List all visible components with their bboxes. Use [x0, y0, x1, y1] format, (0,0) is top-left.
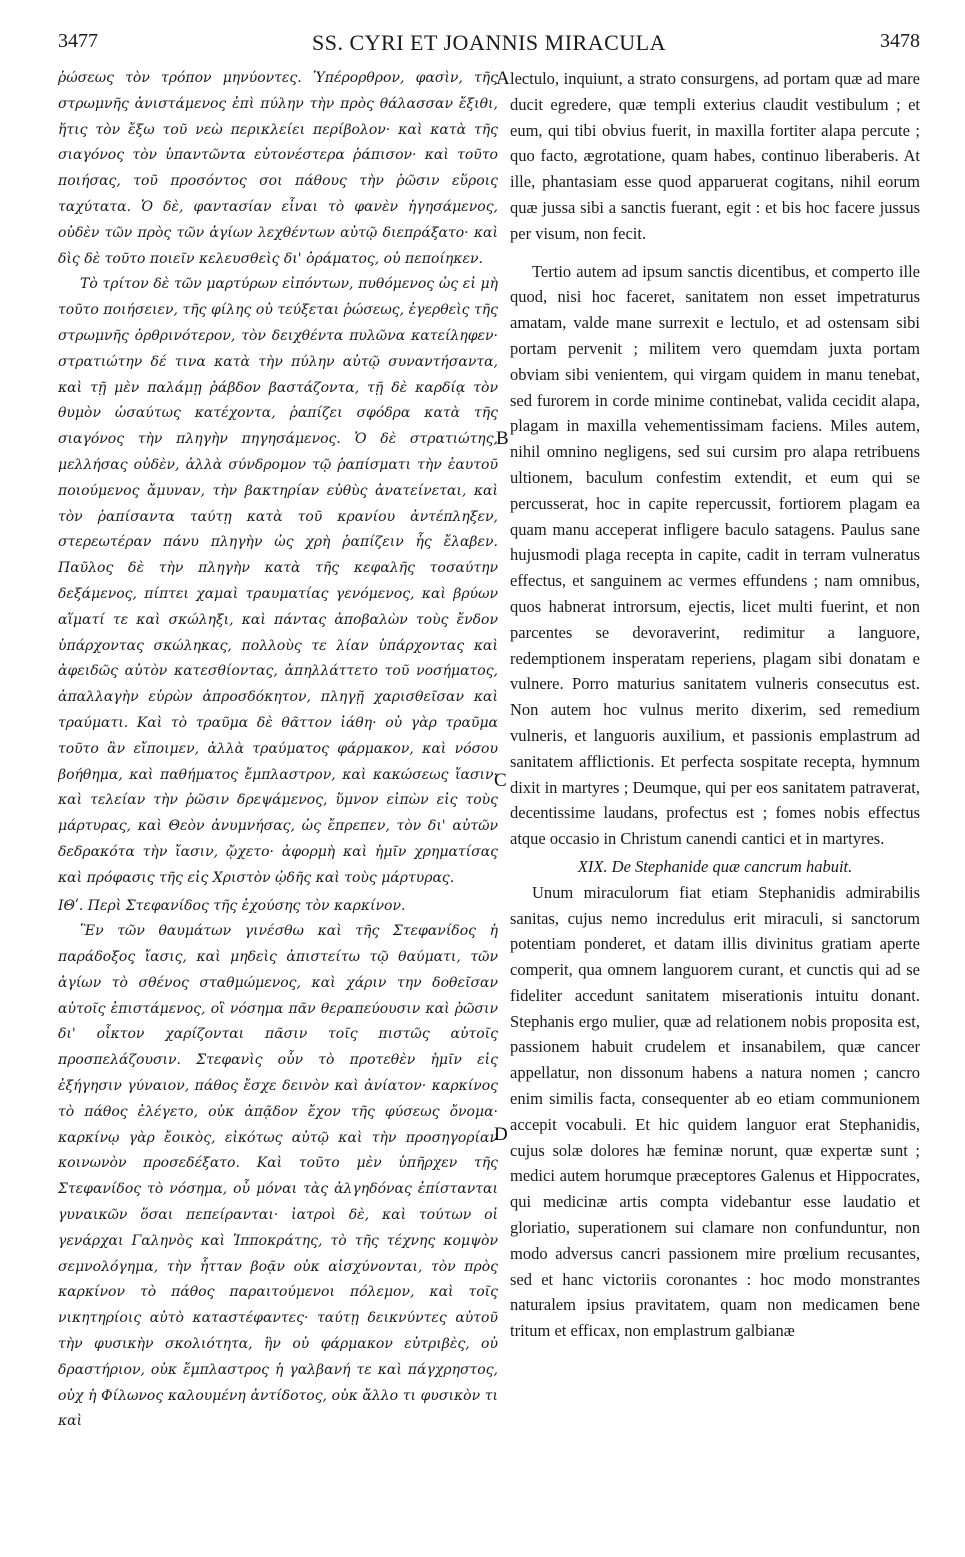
latin-paragraph: Unum miraculorum fiat etiam Stephanidis admirabilis sanitas, cujus nemo incredulus erit miraculi, si sanctorum potentiam ponderet, et datam illis divinitus gratiam aperte comperit, qua omnem languorem curant, et cunctis qui ad se fideliter accedunt sanitatem miserationis intuitu donant. Stephanis ergo mulier, quæ ad relationem nobis proposita est, passionem habuit crudelem et insanabilem, quæ cancer appellatur, non dissonum habens a natura nomen ; cancro enim similis facta, consequenter ab eo etiam communionem accepit vocabuli. Et hic quidem languor erat Stephanidis, cujus solæ dolores hæ feminæ norunt, quæ expertæ sunt ; medici autem horumque præceptores Galenus et Hippocrates, qui medicinæ artis compta videbantur esse laudatio et gloriatio, superationem sui clamare non confunduntur, non modo adversus cancri passionem mire prœlium recusantes, sed et hanc victoriis coronantes : hoc modo monstrantes naturalem ipsius pravitatem, quam non medicamen bene tritum et efficax, non emplastrum galbianæ	[510, 882, 920, 1341]
latin-section-heading: XIX. De Stephanide quæ cancrum habuit.	[577, 856, 853, 876]
margin-letter-b: B	[496, 428, 509, 449]
running-title: SS. CYRI ET JOANNIS MIRACULA	[311, 30, 667, 55]
left-column-number: 3477	[58, 30, 98, 52]
greek-paragraph: Τὸ τρίτον δὲ τῶν μαρτύρων εἰπόντων, πυθόμενος ὡς εἰ μὴ τοῦτο ποιήσειεν, τῆς φίλης οὐ τεύξεται ῥώσεως, ἐγερθεὶς τῆς στρωμνῆς ὀρθρινότερον, τὸν δειχθέντα πυλῶνα κατείληφεν· στρατιώτην δέ τινα κατὰ τὴν πύλην αὐτῷ συναντήσαντα, καὶ τῇ μὲν παλάμῃ ῥάβδον βαστάζοντα, τῇ δὲ καρδίᾳ τὸν θυμὸν ὡσαύτως κατέχοντα, ῥαπίζει σφόδρα κατὰ τῆς σιαγόνος τὴν πληγὴν πηγησάμενος. Ὁ δὲ στρατιώτης, μελλήσας οὐδὲν, ἀλλὰ σύνδρομον τῷ ῥαπίσματι τὴν ἑαυτοῦ ποιούμενος ἄμυναν, τὴν βακτηρίαν εὐθὺς ἀνατείνεται, καὶ τὸν ῥαπίσαντα ταύτῃ κατὰ τοῦ κρανίου ἀντέπληξεν, στερεωτέραν πάνυ πληγὴν ὡς χρὴ ῥαπίζειν ἧς ἔλαβεν. Παῦλος δὲ τὴν πληγὴν κατὰ τῆς κεφαλῆς τοσαύτην δεξάμενος, πίπτει χαμαὶ τραυματίας γενόμενος, καὶ βρύων αἵματί τε καὶ σκώληξι, καὶ πάντας ἀποβαλὼν τοὺς ἔνδον ὑπάρχοντας σκώληκας, πολλοὺς τε λίαν ὑπάρχοντας καὶ ἀφειδῶς αὐτὸν κατεσθίοντας, ἀπηλλάττετο τοῦ νοσήματος, ἀπαλλαγὴν εὑρὼν ἀπροσδόκητον, πληγῇ χαρισθεῖσαν καὶ τραύματι. Καὶ τὸ τραῦμα δὲ θᾶττον ἰάθη· οὐ γὰρ τραῦμα τοῦτο ἂν εἴποιμεν, ἀλλὰ τραύματος φάρμακον, καὶ νόσου βοήθημα, καὶ παθήματος ἔμπλαστρον, καὶ κακώσεως ἴασιν· καὶ τελείαν τὴν ῥῶσιν δρεψάμενος, ὕμνον εἰπὼν εἰς τοὺς μάρτυρας, καὶ Θεὸν ἀνυμνήσας, ὡς ἔπρεπεν, τὸν δι' αὐτῶν δεδρακότα τὴν ἴασιν, ᾤχετο· ἀφορμὴ καὶ ἡμῖν χρηματίσας καὶ πρόφασις τῆς εἰς Χριστὸν ᾠδῆς καὶ τοὺς μάρτυρας.	[58, 276, 498, 886]
latin-paragraph: Tertio autem ad ipsum sanctis dicentibus, et comperto ille quod, nisi hoc faceret, sanitatem non esset impetraturus amatam, valde mane surrexit e lectulo, et ad ostensam sibi portam pervenit ; militem vero quemdam juxta portam obviam sibi venientem, qui virgam quidem in manu tenebat, sed furorem in corde minime continebat, valida cecidit alapa, plagam in maxilla vehementissimam faciens. Miles autem, nihil omnino negligens, sed sui cursim pro alapa retribuens ultionem, baculum confestim extendit, et eum qui se percusserat, hoc in capite repercussit, fortiorem plagam ea quam manu acceperat infligere baculo satagens. Paulus sane hujusmodi plaga recepta in capite, cadit in terram vulneratus effectus, et sanguinem ac vermes effundens ; nam omnibus, quos habnerat introrsum, ejectis, licet multi fuerint, et non parcentes se devoraverint, redimitur a languore, redemptionem insperatam reperiens, plagam sibi donatam e vulnere. Porro maturius sanitatem vulneris consecutus est. Non autem hoc vulnus merito dixerim, sed remedium vulneris, et languoris auxilium, et passionis emplastrum ad sanitatem afflictionis. Et perfecta sospitate recepta, hymnum dixit in martyres ; Deumque, qui per eos sanitatem patraverat, decentissime laudans, profectus est ; fomes nobis effectus atque occasio in Christum canendi cantici et in martyres.	[510, 261, 920, 849]
latin-paragraph: lectulo, inquiunt, a strato consurgens, ad portam quæ ad mare ducit egredere, quæ templi exterius claudit vestibulum ; et eum, qui tibi obvius fuerit, in maxilla fortiter alapa percute ; quo facto, ægrotatione, quam habes, continuo liberaberis. At ille, phantasiam esse quod apparuerat cogitans, nihil eorum quæ jussa sibi a sanctis fuerant, egit : et bis hoc facere jussus per visum, non fecit.	[510, 69, 920, 243]
greek-paragraph: ῥώσεως τὸν τρόπον μηνύοντες. Ὑπέρορθρον, φασὶν, τῆς στρωμνῆς ἀνιστάμενος ἐπὶ πύλην τὴν πρὸς θάλασσαν ἔξιθι, ἥτις τὸν ἔξω τοῦ νεὼ περικλείει περίβολον· καὶ κατὰ τῆς σιαγόνος τὸν ὑπαντῶντα εὐτονέστερα ῥάπισον· καὶ τοῦτο ποιήσας, τοῦ προσόντος σοι πάθους τὴν ῥῶσιν εὕροις ταχύτατα. Ὁ δὲ, φαντασίαν εἶναι τὸ φανὲν ἡγησάμενος, οὐδὲν τῶν πρὸς τῶν ἁγίων λεχθέντων αὐτῷ διεπράξατο· καὶ δὶς δὲ τοῦτο ποιεῖν κελευσθεὶς δι' ὁράματος, οὐ πεποίηκεν.	[58, 70, 498, 267]
margin-letter-a: A	[496, 68, 510, 89]
right-column-number: 3478	[880, 30, 920, 52]
greek-paragraph: Ἓν τῶν θαυμάτων γινέσθω καὶ τῆς Στεφανίδος ἡ παράδοξος ἴασις, καὶ μηδεὶς ἀπιστείτω τῷ θαύματι, τῶν ἁγίων τὸ σθένος σταθμώμενος, καὶ χάριν την δοθεῖσαν αὐτοῖς ἐπιστάμενος, οἳ νόσημα πᾶν θεραπεύουσιν καὶ ῥῶσιν δι' οἶκτον χαρίζονται πᾶσιν τοῖς πιστῶς αὐτοῖς προσπελάζουσιν. Στεφανὶς οὖν τὸ προτεθὲν ἡμῖν εἰς ἐξήγησιν γύναιον, πάθος ἔσχε δεινὸν καὶ ἀνίατον· καρκίνος τὸ πάθος ἐλέγετο, οὐκ ἀπᾷδον ἔχον τῆς φύσεως ὄνομα· καρκίνῳ γὰρ ἔοικὸς, εἰκότως αὐτῷ καὶ τὴν προσηγορίαν κοινωνὸν προσεδέξατο. Καὶ τοῦτο μὲν ὑπῆρχεν τῆς Στεφανίδος τὸ νόσημα, οὗ μόναι τὰς ἀλγηδόνας ἐπίστανται γυναικῶν ὅσαι πεπείρανται· ἰατροὶ δὲ, καὶ τούτων οἱ γενάρχαι Γαληνὸς καὶ Ἱπποκράτης, τὸ τῆς τέχνης κομψὸν σεμνολόγημα, τὴν ἧτταν βοᾷν οὐκ αἰσχύνονται, τὸν πρὸς καρκίνον τὸ πάθος παραιτούμενοι πόλεμον, καὶ τοῖς νικητηρίοις αὐτὸ καταστέφαντες· ταύτῃ δεικνύντες αὐτοῦ τὴν φυσικὴν σκολιότητα, ἣν οὐ φάρμακον εὐτριβὲς, οὐ δραστήριον, οὐκ ἔμπλαστρος ἡ γαλβανή τε καὶ πάγχρηστος, οὐχ ἡ Φίλωνος καλουμένη ἀντίδοτος, οὐκ ἄλλο τι φυσικὸν τι καὶ	[58, 923, 498, 1430]
page-header	[58, 30, 920, 70]
latin-column	[510, 66, 920, 1546]
margin-letter-d: D	[494, 1124, 508, 1145]
greek-section-heading: ΙΘʹ. Περὶ Στεφανίδος τῆς ἐχούσης τὸν καρκίνον.	[58, 897, 406, 914]
greek-column	[58, 66, 498, 1546]
margin-letter-c: C	[494, 770, 507, 791]
